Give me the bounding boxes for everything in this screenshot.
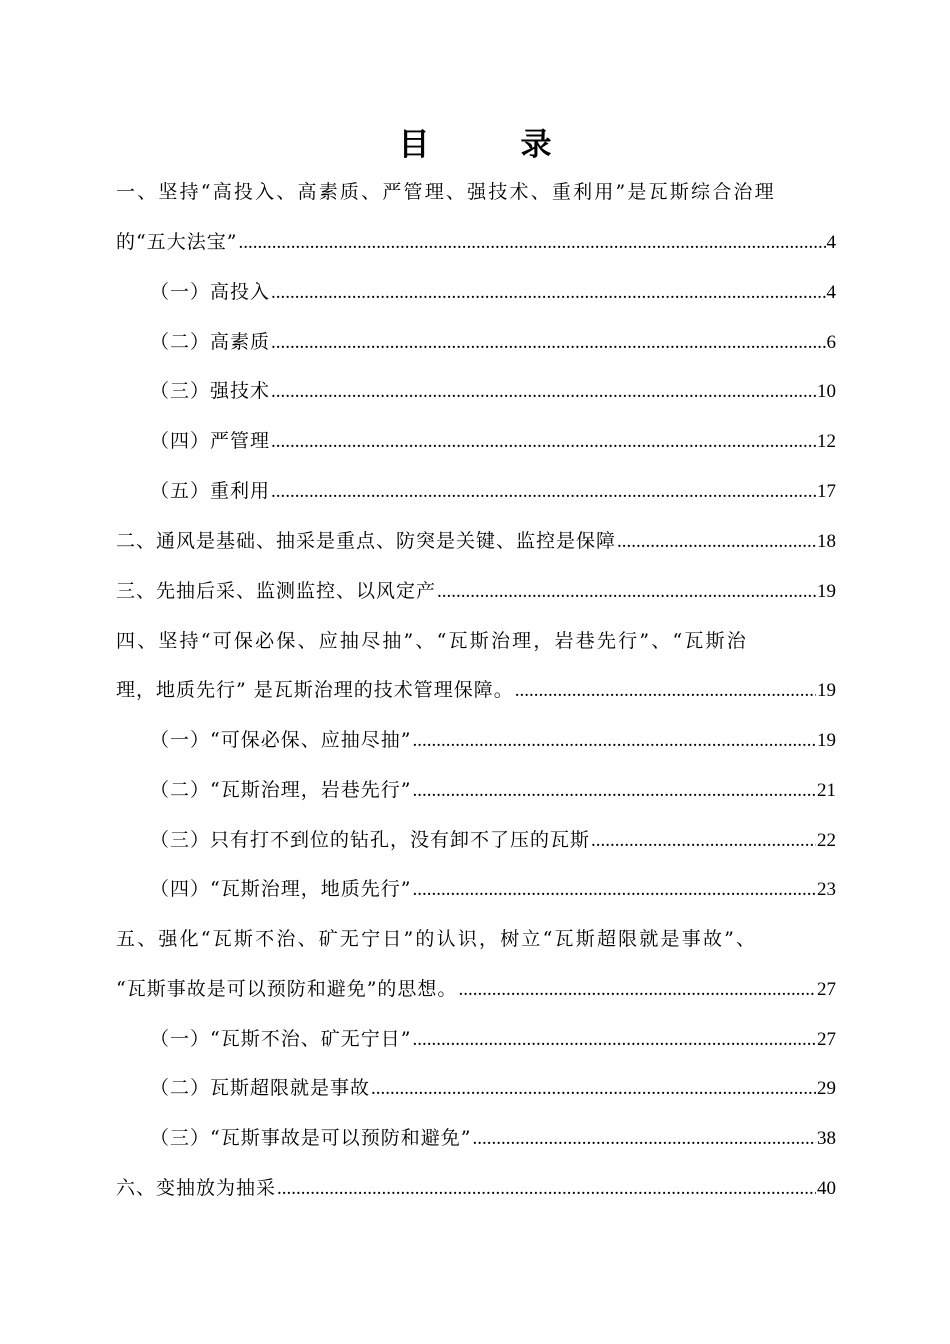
toc-entry-text: （四）“瓦斯治理，地质先行” (150, 878, 412, 900)
toc-page-number: 10 (817, 381, 836, 402)
toc-entry[interactable] (150, 775, 836, 805)
dot-leader (617, 527, 816, 556)
toc-page-number: 4 (826, 232, 836, 253)
dot-leader (277, 1174, 816, 1203)
toc-entry[interactable] (116, 526, 836, 556)
toc-entry-text: 二、通风是基础、抽采是重点、防突是关键、监控是保障 (116, 530, 617, 552)
dot-leader (271, 278, 825, 307)
toc-entry[interactable] (150, 277, 836, 307)
toc-entry[interactable] (116, 974, 836, 1004)
toc-page-number: 29 (817, 1078, 836, 1099)
toc-entry-text: 六、变抽放为抽采 (116, 1177, 277, 1199)
toc-page-number: 6 (826, 332, 836, 353)
toc-entry[interactable] (116, 177, 836, 207)
toc-entry[interactable] (116, 576, 836, 606)
toc-entry[interactable] (150, 1073, 836, 1103)
dot-leader (591, 826, 816, 855)
toc-title: 目 录 (398, 127, 582, 163)
toc-entry[interactable] (150, 1024, 836, 1054)
toc-entry-text: （三）强技术 (150, 380, 271, 402)
dot-leader (458, 975, 816, 1004)
toc-entry[interactable] (150, 725, 836, 755)
dot-leader (412, 726, 816, 755)
toc-page-number: 38 (817, 1128, 836, 1149)
toc-entry[interactable] (116, 626, 836, 656)
dot-leader (412, 1025, 816, 1054)
toc-page-number: 19 (817, 680, 836, 701)
toc-entry[interactable] (116, 924, 836, 954)
toc-entry-text: （一）高投入 (150, 281, 271, 303)
toc-page-number: 22 (817, 830, 836, 851)
toc-entry-text: （五）重利用 (150, 480, 271, 502)
toc-entry-text: （三）“瓦斯事故是可以预防和避免” (150, 1127, 472, 1149)
toc-entry[interactable] (116, 675, 836, 705)
toc-entry-text: “瓦斯事故是可以预防和避免”的思想。 (116, 978, 458, 1000)
toc-page-number: 19 (817, 730, 836, 751)
toc-entry[interactable] (116, 1173, 836, 1203)
toc-entry-text: （二）高素质 (150, 331, 271, 353)
toc-page-number: 27 (817, 979, 836, 1000)
toc-entry-text: （二）“瓦斯治理，岩巷先行” (150, 779, 412, 801)
toc-page-number: 40 (817, 1178, 836, 1199)
toc-entry[interactable] (150, 825, 836, 855)
dot-leader (271, 477, 816, 506)
toc-page-number: 21 (817, 780, 836, 801)
toc-entry[interactable] (150, 376, 836, 406)
toc-page-number: 4 (826, 282, 836, 303)
toc-entry-text: 三、先抽后采、监测监控、以风定产 (116, 580, 437, 602)
toc-page-number: 19 (817, 581, 836, 602)
toc-entry[interactable] (116, 227, 836, 257)
dot-leader (271, 377, 816, 406)
dot-leader (437, 577, 816, 606)
toc-entry-text: （一）“可保必保、应抽尽抽” (150, 729, 412, 751)
toc-entry[interactable] (150, 874, 836, 904)
toc-entry-text: （三）只有打不到位的钻孔，没有卸不了压的瓦斯 (150, 829, 591, 851)
dot-leader (271, 427, 816, 456)
toc-entry-text: 的“五大法宝” (116, 231, 238, 253)
dot-leader (371, 1074, 816, 1103)
toc-page-number: 12 (817, 431, 836, 452)
dot-leader (271, 328, 825, 357)
toc-entry[interactable] (150, 327, 836, 357)
dot-leader (238, 228, 825, 257)
toc-entry-text: 四、坚持“可保必保、应抽尽抽”、“瓦斯治理，岩巷先行”、“瓦斯治 (116, 630, 748, 652)
toc-page-number: 18 (817, 531, 836, 552)
toc-entry[interactable] (150, 1123, 836, 1153)
toc-page-number: 17 (817, 481, 836, 502)
toc-page-number: 23 (817, 879, 836, 900)
toc-page-number: 27 (817, 1029, 836, 1050)
toc-entry-text: 五、强化“瓦斯不治、矿无宁日”的认识，树立“瓦斯超限就是事故”、 (116, 928, 758, 950)
toc-entry-text: （一）“瓦斯不治、矿无宁日” (150, 1028, 412, 1050)
toc-entry-text: 一、坚持“高投入、高素质、严管理、强技术、重利用”是瓦斯综合治理 (116, 181, 776, 203)
toc-entry[interactable] (150, 476, 836, 506)
toc-entry-text: （四）严管理 (150, 430, 271, 452)
toc-entry-text: （二）瓦斯超限就是事故 (150, 1077, 371, 1099)
toc-entry-text: 理，地质先行” 是瓦斯治理的技术管理保障。 (116, 679, 514, 701)
dot-leader (515, 676, 816, 705)
toc-entry[interactable] (150, 426, 836, 456)
dot-leader (472, 1124, 816, 1153)
dot-leader (412, 875, 816, 904)
dot-leader (412, 776, 816, 805)
